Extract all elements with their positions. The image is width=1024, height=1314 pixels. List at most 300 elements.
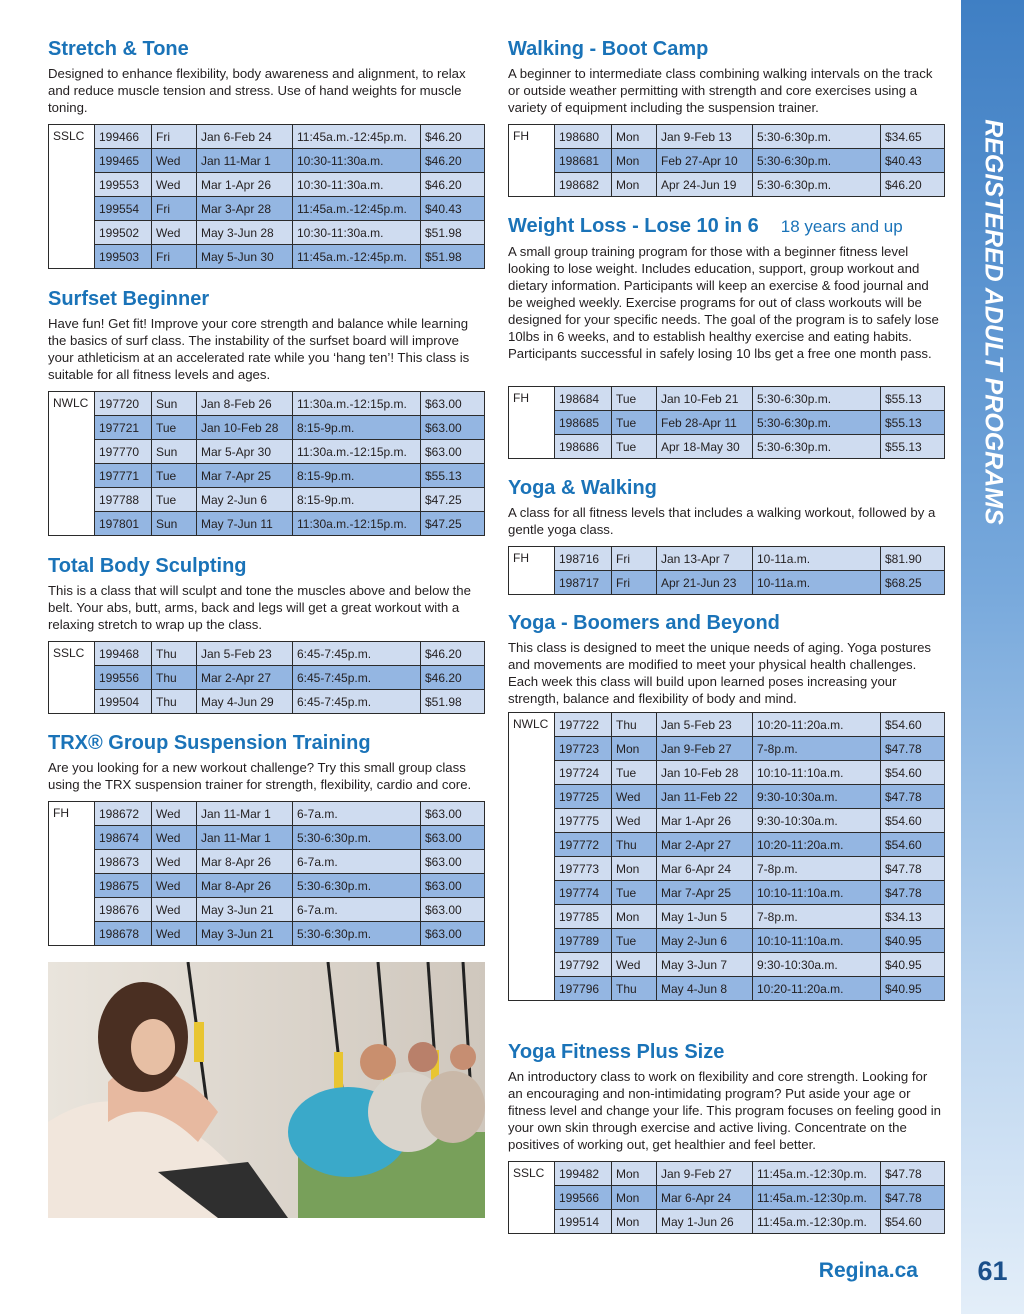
dates-cell: May 4-Jun 8 — [657, 977, 753, 1001]
day-cell: Wed — [612, 809, 657, 833]
table-row — [49, 125, 485, 149]
course-code-cell: 198678 — [95, 922, 152, 946]
dates-cell: Jan 9-Feb 27 — [657, 737, 753, 761]
time-cell: 5:30-6:30p.m. — [293, 874, 421, 898]
day-cell: Sun — [152, 392, 197, 416]
table-row — [509, 929, 945, 953]
time-cell: 7-8p.m. — [753, 857, 881, 881]
time-cell: 5:30-6:30p.m. — [753, 435, 881, 459]
course-code-cell: 199465 — [95, 149, 152, 173]
course-code-cell: 198717 — [555, 571, 612, 595]
price-cell: $40.95 — [881, 977, 945, 1001]
price-cell: $63.00 — [421, 416, 485, 440]
program-title-text: Walking - Boot Camp — [508, 38, 709, 60]
price-cell: $47.78 — [881, 857, 945, 881]
schedule-table — [48, 391, 485, 536]
day-cell: Wed — [152, 802, 197, 826]
location-cell: SSLC — [509, 1162, 555, 1234]
program-section — [48, 731, 485, 793]
dates-cell: Jan 9-Feb 13 — [657, 125, 753, 149]
price-cell: $46.20 — [421, 642, 485, 666]
dates-cell: Jan 11-Feb 22 — [657, 785, 753, 809]
table-row — [49, 488, 485, 512]
day-cell: Tue — [152, 464, 197, 488]
schedule-table — [508, 386, 945, 459]
day-cell: Mon — [612, 149, 657, 173]
program-title-text: Surfset Beginner — [48, 288, 210, 310]
course-code-cell: 199466 — [95, 125, 152, 149]
day-cell: Tue — [152, 488, 197, 512]
dates-cell: May 3-Jun 28 — [197, 221, 293, 245]
time-cell: 5:30-6:30p.m. — [753, 173, 881, 197]
dates-cell: May 2-Jun 6 — [197, 488, 293, 512]
dates-cell: Mar 7-Apr 25 — [197, 464, 293, 488]
day-cell: Mon — [612, 1162, 657, 1186]
price-cell: $46.20 — [881, 173, 945, 197]
course-code-cell: 199482 — [555, 1162, 612, 1186]
dates-cell: Apr 21-Jun 23 — [657, 571, 753, 595]
time-cell: 11:45a.m.-12:30p.m. — [753, 1162, 881, 1186]
schedule-table — [508, 1161, 945, 1234]
table-row — [49, 898, 485, 922]
program-subtitle: 18 years and up — [780, 217, 903, 236]
dates-cell: May 5-Jun 30 — [197, 245, 293, 269]
price-cell: $47.78 — [881, 785, 945, 809]
dates-cell: May 3-Jun 21 — [197, 898, 293, 922]
day-cell: Tue — [612, 761, 657, 785]
day-cell: Mon — [612, 905, 657, 929]
time-cell: 10:10-11:10a.m. — [753, 761, 881, 785]
price-cell: $63.00 — [421, 874, 485, 898]
table-row — [509, 1186, 945, 1210]
program-description: An introductory class to work on flexibility and core strength. Looking for an encouraging and non-intimidating program? Put aside your age or fitness level and change your life. This program focuses on feeling good in your own skin through exercise and active living. Concentrate on the positives of working out, get healthier and feel better. — [508, 1069, 942, 1152]
course-code-cell: 198680 — [555, 125, 612, 149]
time-cell: 10:30-11:30a.m. — [293, 173, 421, 197]
schedule-table — [48, 801, 485, 946]
table-row — [509, 173, 945, 197]
site-name[interactable]: Regina.ca — [818, 1259, 918, 1282]
price-cell: $54.60 — [881, 809, 945, 833]
program-title — [48, 287, 485, 311]
program-section — [508, 611, 945, 707]
day-cell: Wed — [152, 173, 197, 197]
dates-cell: May 1-Jun 26 — [657, 1210, 753, 1234]
page-number: 61 — [977, 1256, 1008, 1286]
dates-cell: Mar 1-Apr 26 — [197, 173, 293, 197]
day-cell: Wed — [152, 922, 197, 946]
program-title-text: Weight Loss - Lose 10 in 6 — [508, 215, 759, 237]
table-row — [509, 387, 945, 411]
course-code-cell: 197772 — [555, 833, 612, 857]
day-cell: Tue — [612, 387, 657, 411]
table-row — [49, 392, 485, 416]
course-code-cell: 198685 — [555, 411, 612, 435]
price-cell: $51.98 — [421, 221, 485, 245]
schedule-table — [508, 546, 945, 595]
price-cell: $40.43 — [421, 197, 485, 221]
day-cell: Thu — [152, 666, 197, 690]
program-description: Designed to enhance flexibility, body awareness and alignment, to relax and reduce muscle tension and stress. Use of hand weights for muscle toning. — [48, 66, 466, 115]
table-row — [509, 149, 945, 173]
price-cell: $34.13 — [881, 905, 945, 929]
course-code-cell: 197771 — [95, 464, 152, 488]
table-row — [509, 977, 945, 1001]
course-code-cell: 199554 — [95, 197, 152, 221]
price-cell: $55.13 — [881, 387, 945, 411]
course-code-cell: 198682 — [555, 173, 612, 197]
course-code-cell: 197721 — [95, 416, 152, 440]
price-cell: $47.78 — [881, 881, 945, 905]
program-title-text: Yoga & Walking — [508, 477, 657, 499]
course-code-cell: 198716 — [555, 547, 612, 571]
time-cell: 9:30-10:30a.m. — [753, 809, 881, 833]
table-row — [49, 197, 485, 221]
time-cell: 5:30-6:30p.m. — [753, 125, 881, 149]
dates-cell: Mar 6-Apr 24 — [657, 857, 753, 881]
table-row — [49, 850, 485, 874]
dates-cell: Mar 2-Apr 27 — [197, 666, 293, 690]
price-cell: $54.60 — [881, 713, 945, 737]
day-cell: Fri — [152, 197, 197, 221]
dates-cell: Mar 3-Apr 28 — [197, 197, 293, 221]
price-cell: $54.60 — [881, 761, 945, 785]
price-cell: $40.95 — [881, 953, 945, 977]
dates-cell: Mar 5-Apr 30 — [197, 440, 293, 464]
time-cell: 9:30-10:30a.m. — [753, 785, 881, 809]
table-row — [509, 833, 945, 857]
day-cell: Mon — [612, 173, 657, 197]
dates-cell: Jan 13-Apr 7 — [657, 547, 753, 571]
dates-cell: May 7-Jun 11 — [197, 512, 293, 536]
table-row — [509, 125, 945, 149]
location-cell: NWLC — [509, 713, 555, 1001]
program-title — [48, 554, 485, 578]
time-cell: 6:45-7:45p.m. — [293, 690, 421, 714]
table-row — [49, 826, 485, 850]
time-cell: 10:20-11:20a.m. — [753, 977, 881, 1001]
price-cell: $68.25 — [881, 571, 945, 595]
price-cell: $47.78 — [881, 737, 945, 761]
time-cell: 10:20-11:20a.m. — [753, 833, 881, 857]
price-cell: $46.20 — [421, 173, 485, 197]
time-cell: 11:45a.m.-12:30p.m. — [753, 1210, 881, 1234]
price-cell: $55.13 — [881, 411, 945, 435]
day-cell: Tue — [612, 435, 657, 459]
location-cell: FH — [509, 387, 555, 459]
day-cell: Thu — [612, 713, 657, 737]
program-title-text: Total Body Sculpting — [48, 555, 247, 577]
table-row — [509, 953, 945, 977]
price-cell: $40.43 — [881, 149, 945, 173]
course-code-cell: 198672 — [95, 802, 152, 826]
schedule-table — [48, 641, 485, 714]
time-cell: 6:45-7:45p.m. — [293, 666, 421, 690]
time-cell: 11:30a.m.-12:15p.m. — [293, 392, 421, 416]
time-cell: 11:30a.m.-12:15p.m. — [293, 512, 421, 536]
table-row — [509, 785, 945, 809]
price-cell: $47.78 — [881, 1186, 945, 1210]
time-cell: 8:15-9p.m. — [293, 488, 421, 512]
time-cell: 11:45a.m.-12:45p.m. — [293, 197, 421, 221]
program-section — [508, 214, 945, 362]
time-cell: 10-11a.m. — [753, 547, 881, 571]
dates-cell: May 2-Jun 6 — [657, 929, 753, 953]
course-code-cell: 197789 — [555, 929, 612, 953]
course-code-cell: 197770 — [95, 440, 152, 464]
day-cell: Mon — [612, 125, 657, 149]
price-cell: $46.20 — [421, 125, 485, 149]
table-row — [509, 571, 945, 595]
price-cell: $54.60 — [881, 833, 945, 857]
price-cell: $63.00 — [421, 392, 485, 416]
location-cell: NWLC — [49, 392, 95, 536]
day-cell: Wed — [152, 221, 197, 245]
dates-cell: Mar 2-Apr 27 — [657, 833, 753, 857]
time-cell: 8:15-9p.m. — [293, 416, 421, 440]
day-cell: Wed — [152, 826, 197, 850]
program-description: Are you looking for a new workout challenge? Try this small group class using the TRX suspension trainer for strength, flexibility, cardio and core. — [48, 760, 472, 792]
location-cell: FH — [509, 547, 555, 595]
location-cell: SSLC — [49, 125, 95, 269]
course-code-cell: 199566 — [555, 1186, 612, 1210]
program-section — [508, 476, 945, 538]
table-row — [509, 857, 945, 881]
table-row — [509, 1210, 945, 1234]
price-cell: $51.98 — [421, 245, 485, 269]
time-cell: 6-7a.m. — [293, 802, 421, 826]
time-cell: 7-8p.m. — [753, 905, 881, 929]
price-cell: $63.00 — [421, 802, 485, 826]
dates-cell: Jan 10-Feb 21 — [657, 387, 753, 411]
dates-cell: Jan 6-Feb 24 — [197, 125, 293, 149]
course-code-cell: 199468 — [95, 642, 152, 666]
day-cell: Thu — [612, 833, 657, 857]
price-cell: $47.25 — [421, 488, 485, 512]
time-cell: 11:45a.m.-12:30p.m. — [753, 1186, 881, 1210]
time-cell: 5:30-6:30p.m. — [293, 922, 421, 946]
dates-cell: Jan 5-Feb 23 — [657, 713, 753, 737]
location-cell: SSLC — [49, 642, 95, 714]
location-cell: FH — [509, 125, 555, 197]
time-cell: 11:45a.m.-12:45p.m. — [293, 125, 421, 149]
program-title-text: Stretch & Tone — [48, 38, 189, 60]
day-cell: Thu — [612, 977, 657, 1001]
time-cell: 10:10-11:10a.m. — [753, 881, 881, 905]
table-row — [509, 881, 945, 905]
time-cell: 11:45a.m.-12:45p.m. — [293, 245, 421, 269]
course-code-cell: 197796 — [555, 977, 612, 1001]
table-row — [49, 512, 485, 536]
program-description: This is a class that will sculpt and tone the muscles above and below the belt. Your abs, butt, arms, back and legs will get a great workout with a relaxing stretch to wrap up the class. — [48, 583, 471, 632]
table-row — [49, 690, 485, 714]
table-row — [509, 905, 945, 929]
side-title-container — [961, 82, 1024, 562]
course-code-cell: 199514 — [555, 1210, 612, 1234]
time-cell: 5:30-6:30p.m. — [753, 411, 881, 435]
table-row — [49, 149, 485, 173]
course-code-cell: 199553 — [95, 173, 152, 197]
table-row — [49, 440, 485, 464]
table-row — [509, 713, 945, 737]
course-code-cell: 198684 — [555, 387, 612, 411]
program-section — [48, 287, 485, 383]
day-cell: Fri — [152, 125, 197, 149]
program-title — [508, 611, 945, 635]
course-code-cell: 199556 — [95, 666, 152, 690]
day-cell: Tue — [612, 929, 657, 953]
day-cell: Wed — [612, 785, 657, 809]
price-cell: $46.20 — [421, 666, 485, 690]
day-cell: Wed — [152, 149, 197, 173]
program-title — [48, 37, 485, 61]
time-cell: 5:30-6:30p.m. — [293, 826, 421, 850]
day-cell: Mon — [612, 857, 657, 881]
course-code-cell: 197785 — [555, 905, 612, 929]
dates-cell: Mar 7-Apr 25 — [657, 881, 753, 905]
time-cell: 11:30a.m.-12:15p.m. — [293, 440, 421, 464]
program-description: Have fun! Get fit! Improve your core strength and balance while learning the basics of surf class. The instability of the surfset board will improve your athleticism at an accelerated rate while you ‘hang ten’! This class is suitable for all fitness levels and ages. — [48, 316, 470, 382]
day-cell: Wed — [152, 850, 197, 874]
dates-cell: Mar 8-Apr 26 — [197, 850, 293, 874]
program-title-text: TRX® Group Suspension Training — [48, 732, 371, 754]
day-cell: Fri — [612, 571, 657, 595]
course-code-cell: 198686 — [555, 435, 612, 459]
price-cell: $81.90 — [881, 547, 945, 571]
time-cell: 6:45-7:45p.m. — [293, 642, 421, 666]
location-cell: FH — [49, 802, 95, 946]
course-code-cell: 199502 — [95, 221, 152, 245]
program-description: A beginner to intermediate class combining walking intervals on the track or outside weather permitting with strength and core exercises using a variety of equipment including the suspension trainer. — [508, 66, 933, 115]
course-code-cell: 198681 — [555, 149, 612, 173]
course-code-cell: 197773 — [555, 857, 612, 881]
price-cell: $63.00 — [421, 898, 485, 922]
day-cell: Mon — [612, 1210, 657, 1234]
price-cell: $46.20 — [421, 149, 485, 173]
course-code-cell: 198675 — [95, 874, 152, 898]
program-title-text: Yoga - Boomers and Beyond — [508, 612, 780, 634]
dates-cell: Jan 8-Feb 26 — [197, 392, 293, 416]
day-cell: Wed — [152, 898, 197, 922]
time-cell: 6-7a.m. — [293, 850, 421, 874]
time-cell: 8:15-9p.m. — [293, 464, 421, 488]
time-cell: 10:10-11:10a.m. — [753, 929, 881, 953]
program-title — [48, 731, 485, 755]
price-cell: $47.25 — [421, 512, 485, 536]
table-row — [49, 874, 485, 898]
table-row — [509, 435, 945, 459]
dates-cell: Jan 10-Feb 28 — [657, 761, 753, 785]
time-cell: 10-11a.m. — [753, 571, 881, 595]
table-row — [49, 464, 485, 488]
price-cell: $63.00 — [421, 440, 485, 464]
day-cell: Mon — [612, 1186, 657, 1210]
course-code-cell: 199504 — [95, 690, 152, 714]
day-cell: Tue — [152, 416, 197, 440]
price-cell: $63.00 — [421, 922, 485, 946]
dates-cell: Jan 9-Feb 27 — [657, 1162, 753, 1186]
dates-cell: May 3-Jun 21 — [197, 922, 293, 946]
table-row — [509, 761, 945, 785]
price-cell: $34.65 — [881, 125, 945, 149]
day-cell: Thu — [152, 690, 197, 714]
day-cell: Mon — [612, 737, 657, 761]
dates-cell: Jan 5-Feb 23 — [197, 642, 293, 666]
price-cell: $55.13 — [881, 435, 945, 459]
table-row — [509, 547, 945, 571]
dates-cell: Feb 27-Apr 10 — [657, 149, 753, 173]
program-title-text: Yoga Fitness Plus Size — [508, 1041, 725, 1063]
program-section — [508, 37, 945, 116]
program-description: A class for all fitness levels that includes a walking workout, followed by a gentle yoga class. — [508, 505, 936, 537]
dates-cell: Mar 1-Apr 26 — [657, 809, 753, 833]
day-cell: Thu — [152, 642, 197, 666]
course-code-cell: 198674 — [95, 826, 152, 850]
day-cell: Sun — [152, 512, 197, 536]
dates-cell: Jan 11-Mar 1 — [197, 826, 293, 850]
price-cell: $54.60 — [881, 1210, 945, 1234]
table-row — [509, 737, 945, 761]
course-code-cell: 197801 — [95, 512, 152, 536]
day-cell: Wed — [612, 953, 657, 977]
course-code-cell: 197774 — [555, 881, 612, 905]
course-code-cell: 197775 — [555, 809, 612, 833]
time-cell: 5:30-6:30p.m. — [753, 387, 881, 411]
table-row — [49, 416, 485, 440]
course-code-cell: 198673 — [95, 850, 152, 874]
day-cell: Fri — [152, 245, 197, 269]
time-cell: 6-7a.m. — [293, 898, 421, 922]
price-cell: $40.95 — [881, 929, 945, 953]
table-row — [49, 221, 485, 245]
table-row — [49, 245, 485, 269]
day-cell: Tue — [612, 881, 657, 905]
dates-cell: Mar 8-Apr 26 — [197, 874, 293, 898]
time-cell: 10:30-11:30a.m. — [293, 221, 421, 245]
course-code-cell: 197723 — [555, 737, 612, 761]
dates-cell: Jan 11-Mar 1 — [197, 149, 293, 173]
dates-cell: Jan 10-Feb 28 — [197, 416, 293, 440]
price-cell: $63.00 — [421, 826, 485, 850]
dates-cell: May 4-Jun 29 — [197, 690, 293, 714]
day-cell: Sun — [152, 440, 197, 464]
price-cell: $63.00 — [421, 850, 485, 874]
time-cell: 9:30-10:30a.m. — [753, 953, 881, 977]
side-title: REGISTERED ADULT PROGRAMS — [979, 119, 1007, 525]
table-row — [509, 1162, 945, 1186]
dates-cell: Apr 18-May 30 — [657, 435, 753, 459]
day-cell: Tue — [612, 411, 657, 435]
dates-cell: Jan 11-Mar 1 — [197, 802, 293, 826]
course-code-cell: 198676 — [95, 898, 152, 922]
program-section — [48, 554, 485, 633]
time-cell: 10:30-11:30a.m. — [293, 149, 421, 173]
course-code-cell: 197725 — [555, 785, 612, 809]
program-title — [508, 476, 945, 500]
dates-cell: Apr 24-Jun 19 — [657, 173, 753, 197]
program-description: This class is designed to meet the unique needs of aging. Yoga postures and movements are modified to meet your physical health challenges. Each week this class will build upon learned poses increasing your strength, balance and flexibility of body and mind. — [508, 640, 932, 706]
fitness-photo — [48, 962, 485, 1218]
program-title — [508, 214, 945, 239]
schedule-table — [508, 124, 945, 197]
day-cell: Wed — [152, 874, 197, 898]
day-cell: Fri — [612, 547, 657, 571]
table-row — [49, 922, 485, 946]
schedule-table — [508, 712, 945, 1001]
table-row — [49, 642, 485, 666]
time-cell: 5:30-6:30p.m. — [753, 149, 881, 173]
course-code-cell: 197788 — [95, 488, 152, 512]
program-section — [48, 37, 485, 116]
